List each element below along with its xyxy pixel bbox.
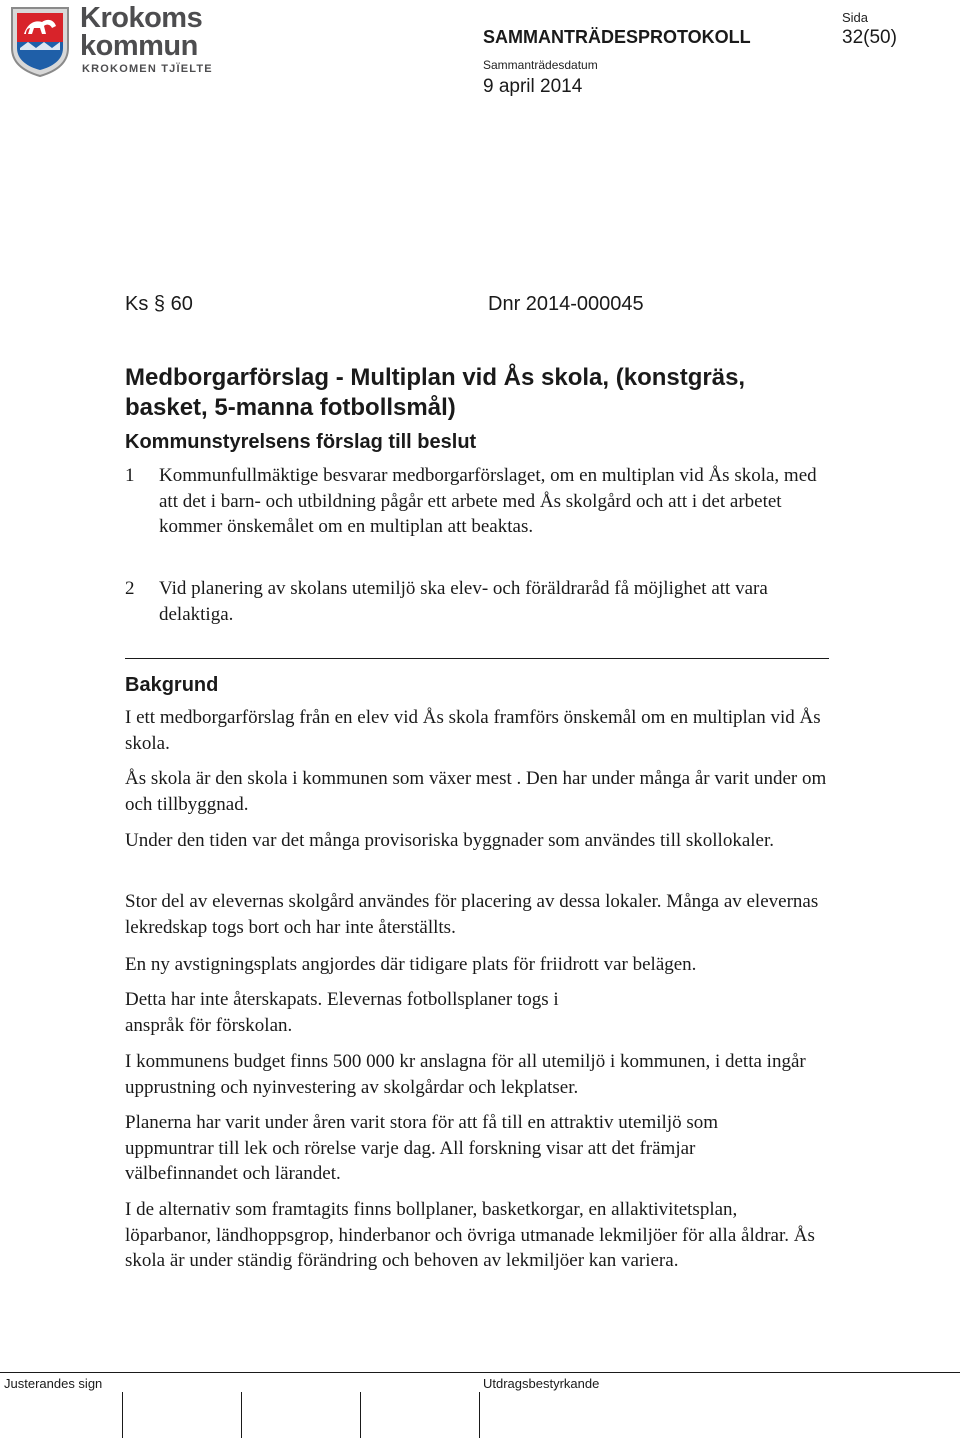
proposal-text: Kommunfullmäktige besvarar medborgarförslaget, om en multiplan vid Ås skola, med att det i barn- och utbildning pågår ett arbete med Ås skolgård och att i det arbetet kommer önskemålet om en multiplan att beaktas. xyxy=(159,465,817,537)
diary-number: Dnr 2014-000045 xyxy=(488,293,644,315)
logo-name-line2: kommun xyxy=(80,30,198,62)
logo-subtitle: KROKOMEN TJÏELTE xyxy=(82,63,213,75)
proposal-number: 1 xyxy=(125,465,135,486)
meeting-date: 9 april 2014 xyxy=(483,76,583,97)
page-title: Medborgarförslag - Multiplan vid Ås skola, (konstgräs, basket, 5-manna fotbollsmål) xyxy=(125,364,746,421)
signature-box-divider xyxy=(479,1392,480,1438)
footer-divider xyxy=(0,1372,960,1373)
municipality-logo-shield xyxy=(8,4,72,78)
page-number: 32(50) xyxy=(842,27,897,48)
adjuster-signature-label: Justerandes sign xyxy=(4,1376,103,1391)
logo-name-line1: Krokoms xyxy=(80,2,203,34)
document-type: SAMMANTRÄDESPROTOKOLL xyxy=(483,27,751,47)
background-paragraph: I kommunens budget finns 500 000 kr anslagna för all utemiljö i kommunen, i detta ingår upprustning och nyinvestering av skolgårdar och lekplatser. xyxy=(125,1051,806,1098)
background-paragraph: Detta har inte återskapats. Elevernas fotbollsplaner togs i anspråk för förskolan. xyxy=(125,989,559,1036)
background-paragraph: Ås skola är den skola i kommunen som växer mest . Den har under många år varit under om och tillbyggnad. xyxy=(125,768,827,815)
background-paragraph: En ny avstigningsplats angjordes där tidigare plats för friidrott var belägen. xyxy=(125,954,697,975)
background-heading: Bakgrund xyxy=(125,674,219,696)
section-divider xyxy=(125,658,829,659)
background-paragraph: Under den tiden var det många provisoriska byggnader som användes till skollokaler. xyxy=(125,830,775,851)
background-paragraph: Planerna har varit under åren varit stora för att få till en attraktiv utemiljö som uppmuntrar till lek och rörelse varje dag. All forskning visar att det främjar välbefinnandet och lärandet. xyxy=(125,1112,719,1184)
background-paragraph: I ett medborgarförslag från en elev vid Ås skola framförs önskemål om en multiplan vid Ås skola. xyxy=(125,707,821,754)
meeting-date-label: Sammanträdesdatum xyxy=(483,58,598,72)
signature-box-divider xyxy=(360,1392,361,1438)
case-paragraph-ref: Ks § 60 xyxy=(125,293,193,315)
proposal-heading: Kommunstyrelsens förslag till beslut xyxy=(125,431,477,453)
signature-box-divider xyxy=(241,1392,242,1438)
extract-certification-label: Utdragsbestyrkande xyxy=(483,1376,600,1391)
background-paragraph: I de alternativ som framtagits finns bollplaner, basketkorgar, en allaktivitetsplan, löparbanor, ländhoppsgrop, hinderbanor och övriga utmanade lekmiljöer för alla åldrar. Ås skola är under ständig förändring och behoven av lekmiljöer kan variera. xyxy=(125,1199,815,1271)
page-label: Sida xyxy=(842,10,869,25)
signature-box-divider xyxy=(122,1392,123,1438)
proposal-number: 2 xyxy=(125,578,135,599)
background-paragraph: Stor del av elevernas skolgård användes för placering av dessa lokaler. Många av elevernas lekredskap togs bort och har inte återställts. xyxy=(125,891,819,938)
proposal-text: Vid planering av skolans utemiljö ska elev- och föräldraråd få möjlighet att vara delaktiga. xyxy=(159,578,768,625)
